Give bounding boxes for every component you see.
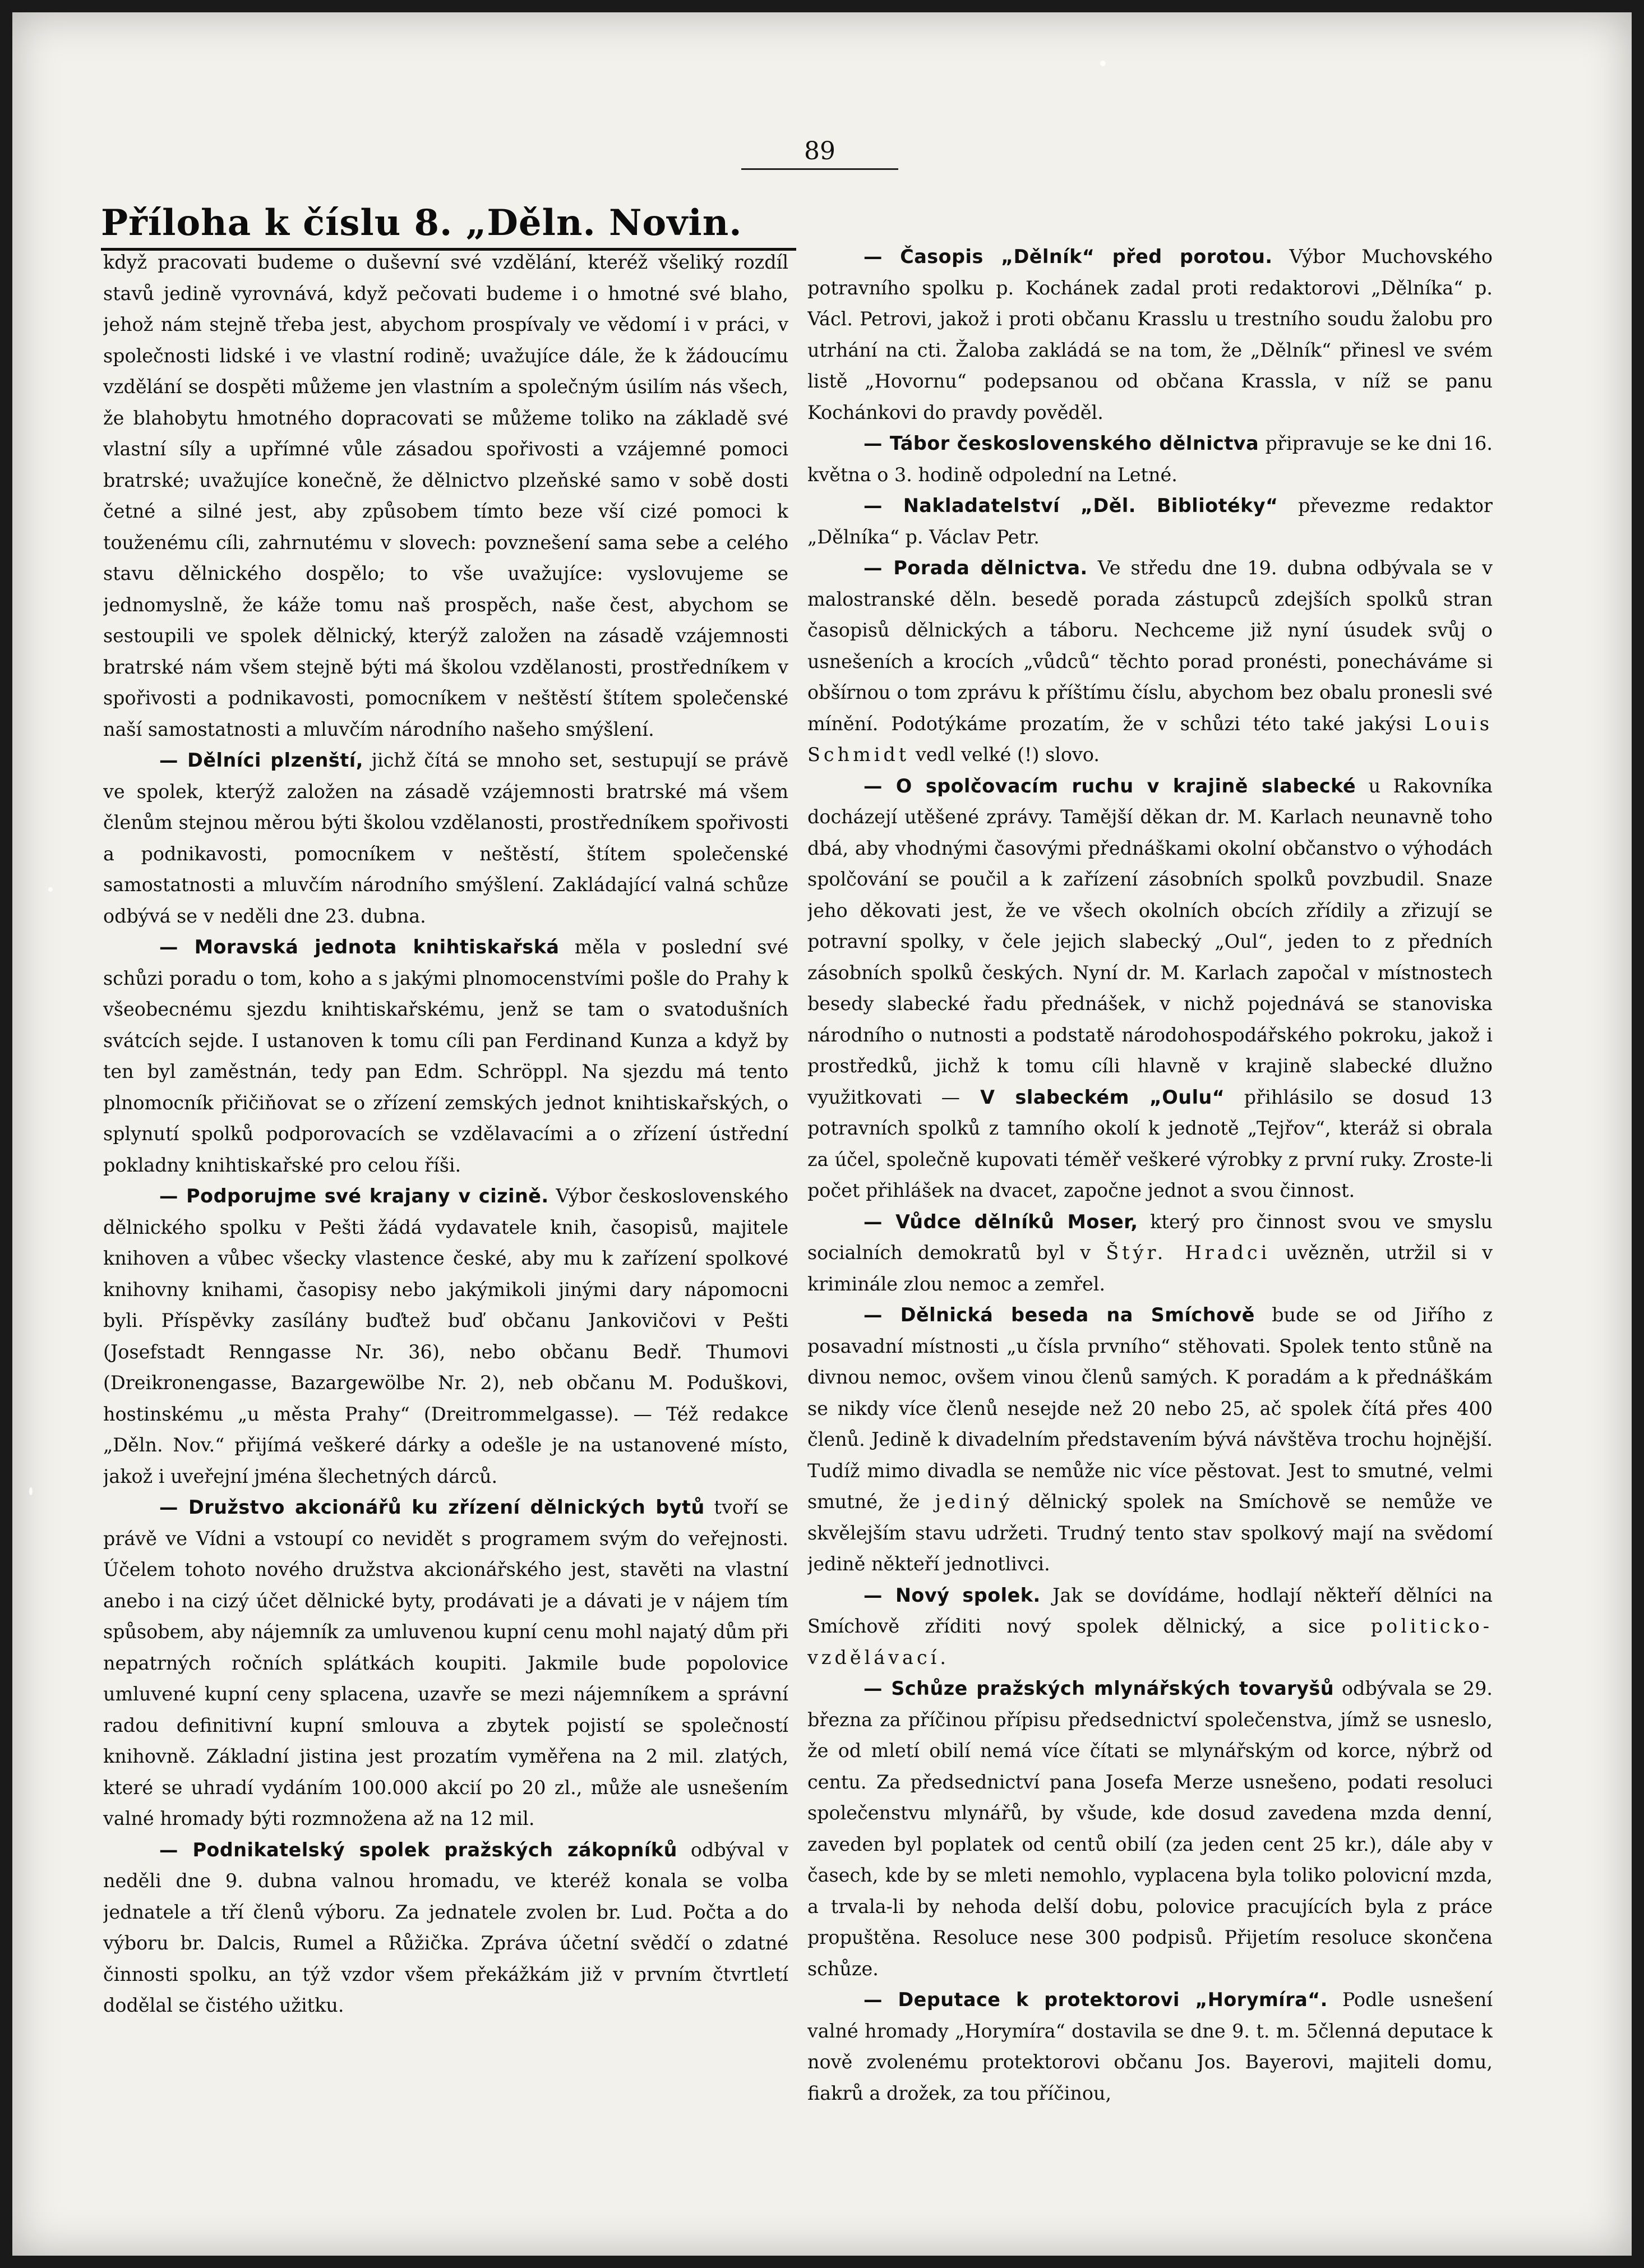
article-body: který pro činnost svou ve smyslu socialních demokratů byl v <box>807 1210 1493 1264</box>
headline: — Moravská jednota knihtiskařská <box>159 936 560 958</box>
article-body: bude se od Jiřího z posavadní místnosti „u čísla prvního“ stěhovati. Spolek tento stůně na divnou nemoc, ovšem vinou členů samých. K poradám a k přednáškám se nikdy více členů nesejde než 20 nebo 25, ač spolek čítá přes 400 členů. Jedině k divadelním představením bývá návštěva trochu hojnější. Tudíž mimo divadla se nemůže nic více pěstovat. Jest to smutné, velmi smutné, že <box>807 1304 1493 1513</box>
article-body-tail: přihlásilo se dosud 13 potravních spolků z tamního okolí k jednotě „Tejřov“, kteráž si obrala za účel, společně kupovati téměř veškeré výrobky z první ruky. Zroste-li počet přihlášek na dvacet, započne jednot a svou činnost. <box>807 1086 1493 1201</box>
article-plzen-workers <box>103 745 788 932</box>
article-body: u Rakovníka docházejí utěšené zprávy. Tamější děkan dr. M. Karlach neunavně toho dbá, aby vhodnými časovými přednáškami okolní občanstvo o výhodách spolčování se poučil a k zařízení zásobních spolků povzbudil. Snaze jeho děkovati jest, že ve všech okolních obcích zřídily a zřizují se potravní spolky, v čele jejich slabecký „Oul“, jeden to z předních zásobních spolků českých. Nyní dr. M. Karlach započal v místnostech besedy slabecké řadu přednášek, v nichž pojednává se stanoviska národního o nutnosti a podstatě národohospodářského pokroku, jakož i prostředků, jichž k tomu cíli hlavně v krajině slabecké dlužno využitkovati — <box>807 775 1493 1108</box>
newspaper-page <box>12 12 1632 2256</box>
article-new-society <box>807 1580 1493 1674</box>
article-body: Výbor Muchovského potravního spolku p. Kochánek zadal proti redaktorovi „Dělníka“ p. Václ. Petrovi, jakož i proti občanu Krasslu u trestního soudu žalobu pro utrhání na cti. Žaloba zakládá se na tom, že „Dělník“ přinesl ve svém listě „Hovornu“ podepsanou od občana Krassla, v níž se panu Kochánkovi do pravdy pověděl. <box>807 246 1493 423</box>
spaced-place: Štýr. Hradci <box>1106 1242 1271 1264</box>
article-body-tail: dělnický spolek na Smíchově se nemůže ve skvělejším stavu udržeti. Trudný tento stav spolkový mají na svědomí jedině někteří jednotlivci. <box>807 1491 1493 1575</box>
headline: — Vůdce dělníků Moser, <box>863 1210 1138 1233</box>
headline: — Tábor československého dělnictva <box>863 432 1259 454</box>
headline: — Dělnická beseda na Smíchově <box>863 1304 1255 1326</box>
article-body: Podle usnešení valné hromady „Horymíra“ dostavila se dne 9. t. m. 5členná deputace k nově zvolenému protektorovi občanu Jos. Bayerovi, majiteli domu, fiakrů a drožek, za tou příčinou, <box>807 1989 1493 2104</box>
article-smichov-club <box>807 1299 1493 1580</box>
article-body: tvoří se právě ve Vídni a vstoupí co nevidět s programem svým do veřejnosti. Účelem tohoto nového družstva akcionářského jest, stavěti na vlastní anebo i na cizý účet dělnické byty, prodávati je a dávati je v nájem tím spůsobem, aby nájemník za umluvenou kupní cenu mohl najatý dům při nepatrných ročních splátkách koupiti. Jakmile bude popolovice umluvené kupní ceny splacena, uzavře se mezi nájemníkem a správní radou definitivní kupní smlouva a zbytek pojistí se společností knihovně. Základní jistina jest prozatím vyměřena na 2 mil. zlatých, které se uhradí vydáním 100.000 akcií po 20 zl., může ale usnešením valné hromady býti rozmnožena až na 12 mil. <box>103 1496 788 1829</box>
article-horymir-deputation <box>807 1984 1493 2109</box>
article-body: Jak se dovídáme, hodlají někteří dělníci na Smíchově zříditi nový spolek dělnický, a sice <box>807 1584 1493 1637</box>
article-support-countrymen <box>103 1181 788 1492</box>
headline: — Časopis „Dělník“ před porotou. <box>863 246 1273 268</box>
headline: — Podnikatelský spolek pražských zákopníků <box>159 1838 677 1861</box>
scan-speck <box>48 887 53 892</box>
scan-speck <box>1100 61 1106 66</box>
article-workers-meeting <box>807 552 1493 771</box>
article-sappers-society <box>103 1834 788 2021</box>
article-millers-meeting <box>807 1673 1493 1984</box>
article-housing-cooperative <box>103 1492 788 1834</box>
article-continuation: když pracovati budeme o duševní své vzdělání, kteréž všeliký rozdíl stavů jedině vyrovnává, když pečovati budeme i o hmotné své blaho, jehož nám stejně třeba jest, abychom prospívaly ve vědomí i v práci, v společnosti lidské i ve vlastní rodině; uvažujíce dále, že k žádoucímu vzdělání se dospěti můžeme jen vlastním a společným úsilím nás všech, že blahobytu hmotného dopracovati se můžeme toliko na základě své vlastní síly a upřímné vůle zásadou spořivosti a vzájemné pomoci bratrské; uvažujíce konečně, že dělnictvo plzeňské samo v sobě dosti četné a silné jest, aby způsobem tímto beze vší cizé pomoci k touženému cíli, zahrnutému v slovech: povznešení sama sebe a celého stavu dělnického dospělo; to vše uvažujíce: vyslovujeme se jednomyslně, že káže tomu naš prospěch, naše čest, abychom se sestoupili ve spolek dělnický, kterýž založen na zásadě vzájemnosti bratrské nám všem stejně býti má školou vzdělanosti, prostředníkem v spořivosti a podnikavosti, pomocníkem v neštěstí štítem společenské naší samostatnosti a mluvčím národního našeho smýšlení. <box>103 251 788 740</box>
article-body: připravuje se ke dni 16. května o 3. hodině odpolední na Letné. <box>807 432 1493 486</box>
article-body: Ve středu dne 19. dubna odbývala se v malostranské děln. besedě porada zástupců zdejších spolků stran časopisů dělnických a táboru. Nechceme již nyní úsudek svůj o usnešeních a krocích „vůdců“ těchto porad pronésti, ponecháváme si obšírnou o tom zprávu k příštímu číslu, abychom bez obalu pronesli své mínění. Podotýkáme prozatím, že v schůzi této také jakýsi <box>807 557 1493 735</box>
inline-headline: V slabeckém „Oulu“ <box>960 1086 1225 1108</box>
left-column <box>103 247 788 2114</box>
headline: — Nakladatelství „Děl. Bibliotéky“ <box>863 495 1278 517</box>
article-body: převezme redaktor „Dělníka“ p. Václav Petr. <box>807 495 1493 548</box>
article-body-tail: vedl velké (!) slovo. <box>909 744 1100 766</box>
headline: — Porada dělnictva. <box>863 557 1088 579</box>
headline: — Dělníci plzenští, <box>159 749 363 771</box>
headline: — Podporujme své krajany v cizině. <box>159 1185 549 1207</box>
page-number: 89 <box>804 137 835 165</box>
headline: — Schůze pražských mlynářských tovaryšů <box>863 1677 1334 1699</box>
headline: — Deputace k protektorovi „Horymíra“. <box>863 1989 1328 2011</box>
spaced-name: Louis Schmidt <box>807 712 1493 766</box>
article-body: odbýval v neděli dne 9. dubna valnou hromadu, ve kteréž konala se volba jednatele a tří členů výboru. Za jednatele zvolen br. Lud. Počta a do výboru br. Dalcis, Rumel a Růžička. Zpráva účetní svědčí o zdatné činnosti spolku, an týž vzdor všem překážkám již v prvním čtvrtletí dodělal se čistého užitku. <box>103 1838 788 2016</box>
article-body: Výbor československého dělnického spolku v Pešti žádá vydavatele knih, časopisů, majitele knihoven a vůbec všecky vlastence české, aby mu k zařízení spolkové knihovny knihami, časopisy nebo jakýmikoli jinými dary nápomocni byli. Příspěvky zasílány buďtež buď občanu Jankovičovi v Pešti (Josefstadt Renngasse Nr. 36), nebo občanu Bedř. Thumovi (Dreikronengasse, Bazargewölbe Nr. 2), neb občanu M. Poduškovi, hostinskému „u města Prahy“ (Dreitrommelgasse). — Též redakce „Děln. Nov.“ přijímá veškeré dárky a odešle je na ustanovené místo, jakož i uveřejní jména šlechetných dárců. <box>103 1185 788 1487</box>
article-publishing-house <box>807 490 1493 552</box>
article-body: jichž čítá se mnoho set, sestupují se právě ve spolek, kterýž založen na zásadě vzájemnosti bratrské má všem členům stejnou měrou býti školou vzdělanosti, prostředníkem spořivosti a podnikavosti, pomocníkem v neštěstí, štítem společenské samostatnosti a mluvčím národního smýšlení. Zakládající valná schůze odbývá se v neděli dne 23. dubna. <box>103 749 788 927</box>
spaced-name: politicko-vzdělávací. <box>807 1615 1493 1668</box>
article-body: měla v poslední své schůzi poradu o tom, koho a s jakými plnomocenstvími pošle do Prahy k všeobecnému sjezdu knihtiskařskému, jenž se tam o svatodušních svátcích sejde. I ustanoven k tomu cíli pan Ferdinand Kunza a když by ten byl zaměstnán, tedy pan Edm. Schröppl. Na sjezdu má tento plnomocník přičiňovat se o zřízení zemských jednot knihtiskařských, o splynutí spolků podporovacích se vzdělavacími a o zřízení ústřední pokladny knihtiskařské pro celou říši. <box>103 936 788 1176</box>
scan-speck <box>29 1487 33 1495</box>
article-moravian-printers <box>103 932 788 1181</box>
article-slabce-cooperatives <box>807 771 1493 1206</box>
supplement-masthead: Příloha k číslu 8. „Děln. Novin. <box>101 202 742 244</box>
article-body-tail: uvězněn, utržil si v kriminále zlou nemoc a zemřel. <box>807 1242 1493 1295</box>
headline: — O spolčovacím ruchu v krajině slabecké <box>863 775 1356 797</box>
page-number-rule <box>741 168 898 170</box>
headline: — Družstvo akcionářů ku zřízení dělnických bytů <box>159 1496 705 1518</box>
right-column <box>807 241 1493 2109</box>
article-leader-moser <box>807 1206 1493 1300</box>
article-delnik-trial <box>807 241 1493 428</box>
article-body: odbývala se 29. března za příčinou přípisu předsednictví společenstva, jímž se usneslo, že od mletí obilí nemá více čítati se mlynářským od korce, nýbrž od centu. Za předsednictví pana Josefa Merze usnešeno, podati resoluci společenstvu mlynářů, by všude, kde dosud zavedena mzda denní, zaveden byl poplatek od centů obilí (za jeden cent 25 kr.), dále aby v časech, kde by se mleti nemohlo, vyplacena byla toliko polovicní mzda, a trvala-li by nehoda delší dobu, polovice pracujících byla z práce propuštěna. Resoluce nese 300 podpisů. Přijetím resoluce skončena schůze. <box>807 1677 1493 1980</box>
article-workers-rally <box>807 428 1493 490</box>
spaced-word: jediný <box>935 1491 1013 1513</box>
headline: — Nový spolek. <box>863 1584 1041 1606</box>
